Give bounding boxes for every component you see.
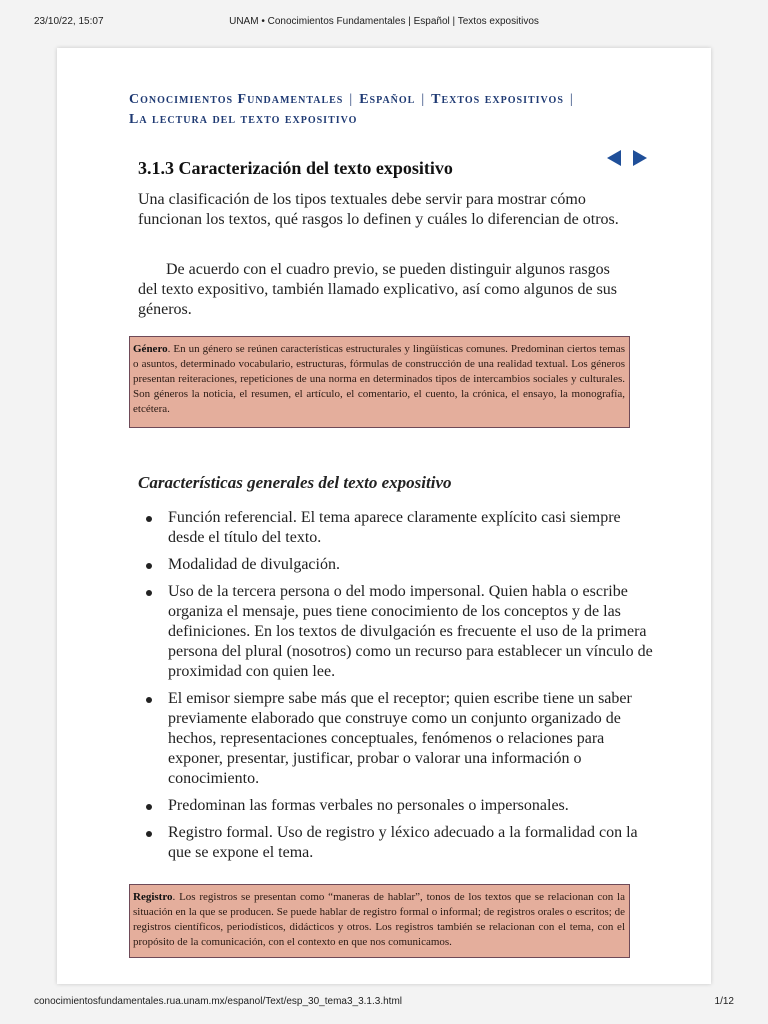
bullet-icon <box>146 831 152 837</box>
previous-page-icon[interactable] <box>607 150 621 166</box>
list-item-text: El emisor siempre sabe más que el receptor; quien escribe tiene un saber previamente elaborado que construye como un conjunto organizado de hechos, representaciones conceptuales, fenómenos o relaciones para exponer, presentar, justificar, probar o valorar una información o conocimiento. <box>168 690 632 787</box>
breadcrumb-separator: | <box>569 92 574 107</box>
list-item-text: Modalidad de divulgación. <box>168 556 340 573</box>
genero-definition: . En un género se reúnen características estructurales y lingüísticas comunes. Predominan ciertos temas o asuntos, determinado vocabulario, estructuras, fórmulas de construcción de una realidad textual. Los géneros presentan reiteraciones, repeticiones de una norma en determinados tipos de intercambios sociales y culturales. Son géneros la noticia, el resumen, el artículo, el comentario, el cuento, la crónica, el ensayo, la monografía, etcétera. <box>133 343 625 415</box>
next-page-icon[interactable] <box>633 150 647 166</box>
bullet-icon <box>146 516 152 522</box>
bullet-icon <box>146 804 152 810</box>
breadcrumb-item-textos-expositivos[interactable]: Textos expositivos <box>431 92 564 107</box>
features-list <box>138 508 658 870</box>
list-item-text: Uso de la tercera persona o del modo impersonal. Quien habla o escribe organiza el mensaje, pues tiene conocimiento de los conceptos y de las definiciones. En los textos de divulgación es frecuente el uso de la primera persona del plural (nosotros) como un recurso para establecer un vínculo de proximidad con quien lee. <box>168 583 653 680</box>
registro-definition-box <box>129 884 630 958</box>
bullet-icon <box>146 563 152 569</box>
page-navigation <box>607 150 647 166</box>
genero-term: Género <box>133 343 168 355</box>
genero-definition-box <box>129 336 630 428</box>
bullet-icon <box>146 697 152 703</box>
features-title: Características generales del texto expositivo <box>138 473 452 492</box>
second-paragraph: De acuerdo con el cuadro previo, se pueden distinguir algunos rasgos del texto expositivo, también llamado explicativo, así como algunos de sus géneros. <box>138 261 618 318</box>
print-page-title: UNAM • Conocimientos Fundamentales | Español | Textos expositivos <box>229 16 539 27</box>
print-header <box>34 16 734 30</box>
print-footer <box>34 996 734 1010</box>
document-page <box>57 48 711 984</box>
list-item <box>138 508 658 548</box>
list-item <box>138 823 658 863</box>
list-item <box>138 555 658 575</box>
breadcrumb-separator: | <box>349 92 354 107</box>
breadcrumb-item-conocimientos[interactable]: Conocimientos Fundamentales <box>129 92 344 107</box>
registro-term: Registro <box>133 891 173 903</box>
page-counter: 1/12 <box>714 996 734 1007</box>
breadcrumb-separator: | <box>421 92 426 107</box>
breadcrumb-item-lectura[interactable]: La lectura del texto expositivo <box>129 112 358 127</box>
intro-paragraph: Una clasificación de los tipos textuales debe servir para mostrar cómo funcionan los textos, qué rasgos lo definen y cuáles lo diferencian de otros. <box>138 191 619 228</box>
print-date: 23/10/22, 15:07 <box>34 16 104 27</box>
print-url: conocimientosfundamentales.rua.unam.mx/espanol/Text/esp_30_tema3_3.1.3.html <box>34 996 402 1007</box>
registro-definition: . Los registros se presentan como “maneras de hablar”, tonos de los textos que se relacionan con la situación en la que se producen. Se puede hablar de registro formal o informal; de registros orales o escritos; de registros científicos, periodísticos, didácticos y otros. Los registros también se relacionan con el tema, con el propósito de la comunicación, con el contexto en que nos comunicamos. <box>133 891 625 948</box>
list-item <box>138 796 658 816</box>
bullet-icon <box>146 590 152 596</box>
section-title: 3.1.3 Caracterización del texto expositivo <box>138 158 453 178</box>
list-item-text: Función referencial. El tema aparece claramente explícito casi siempre desde el título del texto. <box>168 509 621 546</box>
list-item <box>138 689 658 789</box>
list-item-text: Registro formal. Uso de registro y léxico adecuado a la formalidad con la que se expone el tema. <box>168 824 638 861</box>
breadcrumb <box>129 90 649 130</box>
list-item-text: Predominan las formas verbales no personales o impersonales. <box>168 797 569 814</box>
list-item <box>138 582 658 682</box>
breadcrumb-item-espanol[interactable]: Español <box>359 92 416 107</box>
